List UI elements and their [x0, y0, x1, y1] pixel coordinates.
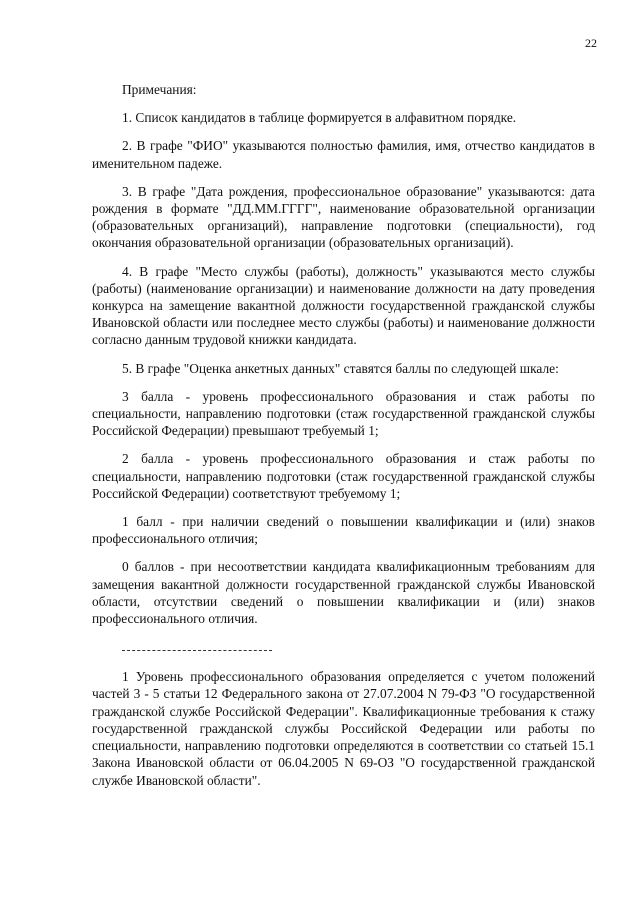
footnote-1: 1 Уровень профессионального образования определяется с учетом положений частей 3 - 5 статьи 12 Федерального закона от 27.07.2004 N 79-ФЗ "О государственной гражданской службе Российской Федерации". Квалификационные требования к стажу государственной гражданской службы Российской Федерации или работы по специальности, направлению подготовки определяются в соответствии со статьей 15.1 Закона Ивановской области от 06.04.2005 N 69-ОЗ "О государственной гражданской службе Ивановской области".	[92, 669, 595, 788]
notes-section	[92, 81, 595, 789]
notes-heading: Примечания:	[122, 82, 197, 97]
scale-item-3-points: 3 балла - уровень профессионального образования и стаж работы по специальности, направлению подготовки (стаж государственной гражданской службы Российской Федерации) превышают требуемый 1;	[92, 388, 595, 439]
footnote-separator	[122, 650, 272, 651]
note-item-3: 3. В графе "Дата рождения, профессиональное образование" указываются: дата рождения в формате "ДД.ММ.ГГГГ", наименование образовательной организации (образовательных организаций), направление подготовки (специальности), год окончания образовательной организации (образовательных организаций).	[92, 183, 595, 251]
page-number: 22	[585, 36, 597, 50]
note-item-2: 2. В графе "ФИО" указываются полностью фамилия, имя, отчество кандидатов в именительном падеже.	[92, 138, 595, 171]
scale-item-0-points: 0 баллов - при несоответствии кандидата квалификационным требованиям для замещения вакантной должности государственной гражданской службы Ивановской области, отсутствии сведений о повышении квалификации и (или) знаков профессионального отличия.	[92, 559, 595, 627]
note-item-5: 5. В графе "Оценка анкетных данных" ставятся баллы по следующей шкале:	[122, 360, 559, 376]
note-item-4: 4. В графе "Место службы (работы), должность" указываются место службы (работы) (наименование организации) и наименование должности на дату проведения конкурса на замещение вакантной должности государственной гражданской службы Ивановской области или последнее место службы (работы) и наименование должности согласно данным трудовой книжки кандидата.	[92, 263, 595, 348]
scale-item-1-point: 1 балл - при наличии сведений о повышении квалификации и (или) знаков профессионального отличия;	[92, 514, 595, 547]
note-item-1: 1. Список кандидатов в таблице формируется в алфавитном порядке.	[122, 110, 517, 126]
scale-item-2-points: 2 балла - уровень профессионального образования и стаж работы по специальности, направлению подготовки (стаж государственной гражданской службы Российской Федерации) соответствуют требуемому 1;	[92, 451, 595, 501]
